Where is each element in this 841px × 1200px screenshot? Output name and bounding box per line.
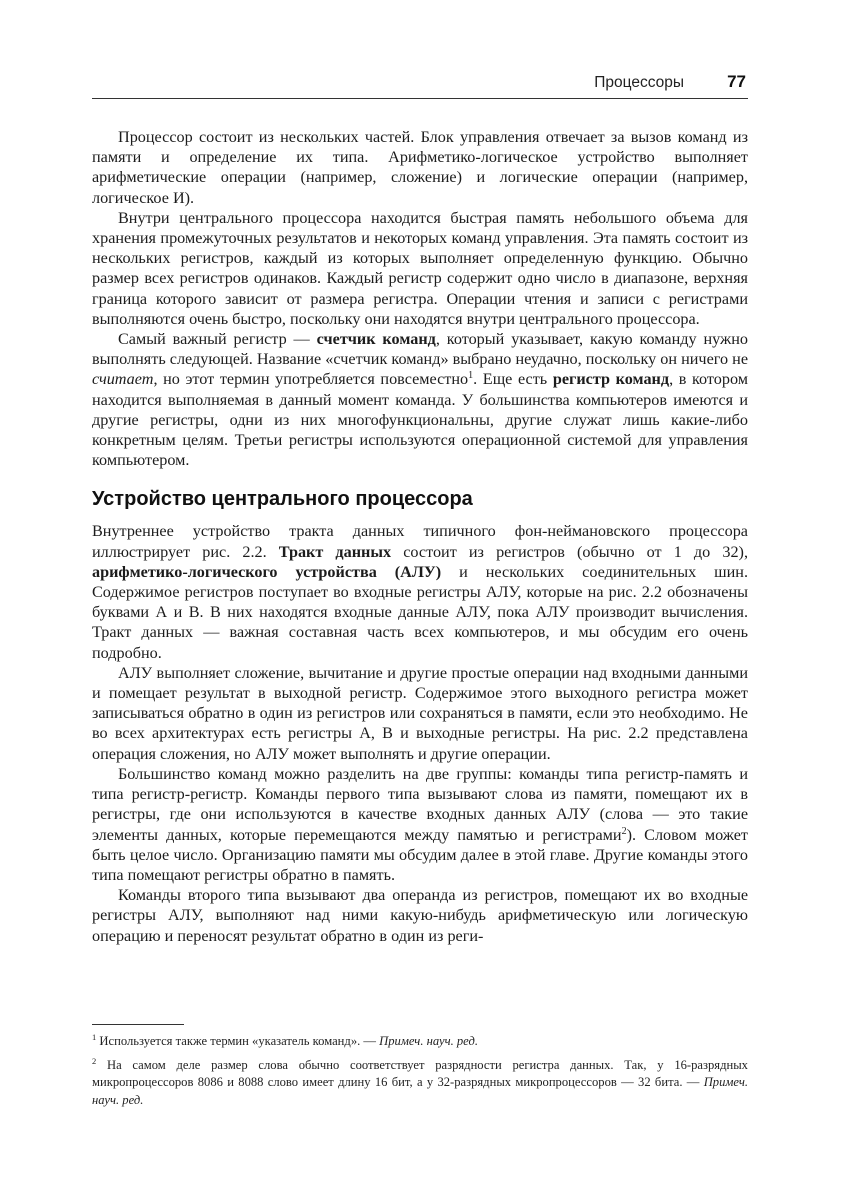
footnote-ref-2[interactable]: 2 bbox=[621, 825, 627, 837]
paragraph: Самый важный регистр — счетчик команд, который указывает, какую команду нужно выполнять следующей. Название «счетчик команд» выбрано неудачно, поскольку он ничего не считает, но этот термин употребляется повсеместно$^1$. Еще есть регистр команд, в котором находится выполняемая в данный момент команда. У большинства компьютеров имеются и другие регистры, одни из них многофункциональны, другие служат лишь какие-либо конкретным целям. Третьи регистры используются операционной системой для управления компьютером. bbox=[92, 330, 748, 470]
body-text bbox=[92, 127, 748, 946]
emphasis: считает bbox=[92, 370, 154, 389]
footnote-ref-1[interactable]: 1 bbox=[468, 370, 474, 382]
footnote-2: $^2$ На самом деле размер слова обычно соответствует разрядности регистра данных. Так, у 16-разрядных микропроцессоров 8086 и 8088 слово имеет длину 16 бит, а у 32-разрядных микропроцессоров — 32 бита. — Примеч. науч. ред. bbox=[92, 1056, 748, 1107]
paragraph: Внутреннее устройство тракта данных типичного фон-неймановского процессора иллюстрирует рис. 2.2. Тракт данных состоит из регистров (обычно от 1 до 32), арифметико-логического устройства (АЛУ) и нескольких соединительных шин. Содержимое регистров поступает во входные регистры АЛУ, которые на рис. 2.2 обозначены буквами А и В. В них находятся входные данные АЛУ, пока АЛУ производит вычисления. Тракт данных — важная составная часть всех компьютеров, и мы обсудим его очень подробно. bbox=[92, 522, 748, 662]
chapter-title: Процессоры bbox=[594, 74, 684, 91]
term-instruction-register: регистр команд bbox=[552, 370, 670, 389]
footnote-divider bbox=[92, 1024, 184, 1025]
footnote-1: $^1$ Используется также термин «указатель команд». — Примеч. науч. ред. bbox=[92, 1032, 478, 1048]
term-program-counter: счетчик команд bbox=[316, 330, 436, 349]
running-header bbox=[92, 66, 748, 99]
section-heading: Устройство центрального процессора bbox=[92, 488, 473, 511]
paragraph: Большинство команд можно разделить на две группы: команды типа регистр-память и типа регистр-регистр. Команды первого типа вызывают слова из памяти, помещают их в регистры, где они используются в качестве входных данных АЛУ (слова — это такие элементы данных, которые перемещаются между памятью и регистрами$^2$). Словом может быть целое число. Организацию памяти мы обсудим далее в этой главе. Другие команды этого типа помещают регистры обратно в память. bbox=[92, 764, 748, 884]
page-number: 77 bbox=[727, 72, 746, 91]
paragraph: Процессор состоит из нескольких частей. Блок управления отвечает за вызов команд из памяти и определение их типа. Арифметико-логическое устройство выполняет арифметические операции (например, сложение) и логические операции (например, логическое И). bbox=[92, 128, 748, 207]
paragraph: Команды второго типа вызывают два операнда из регистров, помещают их во входные регистры АЛУ, выполняют над ними какую-нибудь арифметическую или логическую операцию и переносят результат обратно в один из реги- bbox=[92, 886, 748, 945]
term-data-path: Тракт данных bbox=[278, 542, 392, 561]
term-alu: арифметико-логического устройства (АЛУ) bbox=[92, 562, 442, 581]
paragraph: Внутри центрального процессора находится быстрая память небольшого объема для хранения промежуточных результатов и некоторых команд управления. Эта память состоит из нескольких регистров, каждый из которых выполняет определенную функцию. Обычно размер всех регистров одинаков. Каждый регистр содержит одно число в диапазоне, верхняя граница которого зависит от размера регистра. Операции чтения и записи с регистрами выполняются очень быстро, поскольку они находятся внутри центрального процессора. bbox=[92, 208, 748, 328]
footnotes bbox=[92, 1033, 748, 1116]
paragraph: АЛУ выполняет сложение, вычитание и другие простые операции над входными данными и помещает результат в выходной регистр. Содержимое этого выходного регистра может записываться обратно в один из регистров или сохраняться в памяти, если это необходимо. Не во всех архитектурах есть регистры А, В и выходные регистры. На рис. 2.2 представлена операция сложения, но АЛУ может выполнять и другие операции. bbox=[92, 663, 748, 763]
